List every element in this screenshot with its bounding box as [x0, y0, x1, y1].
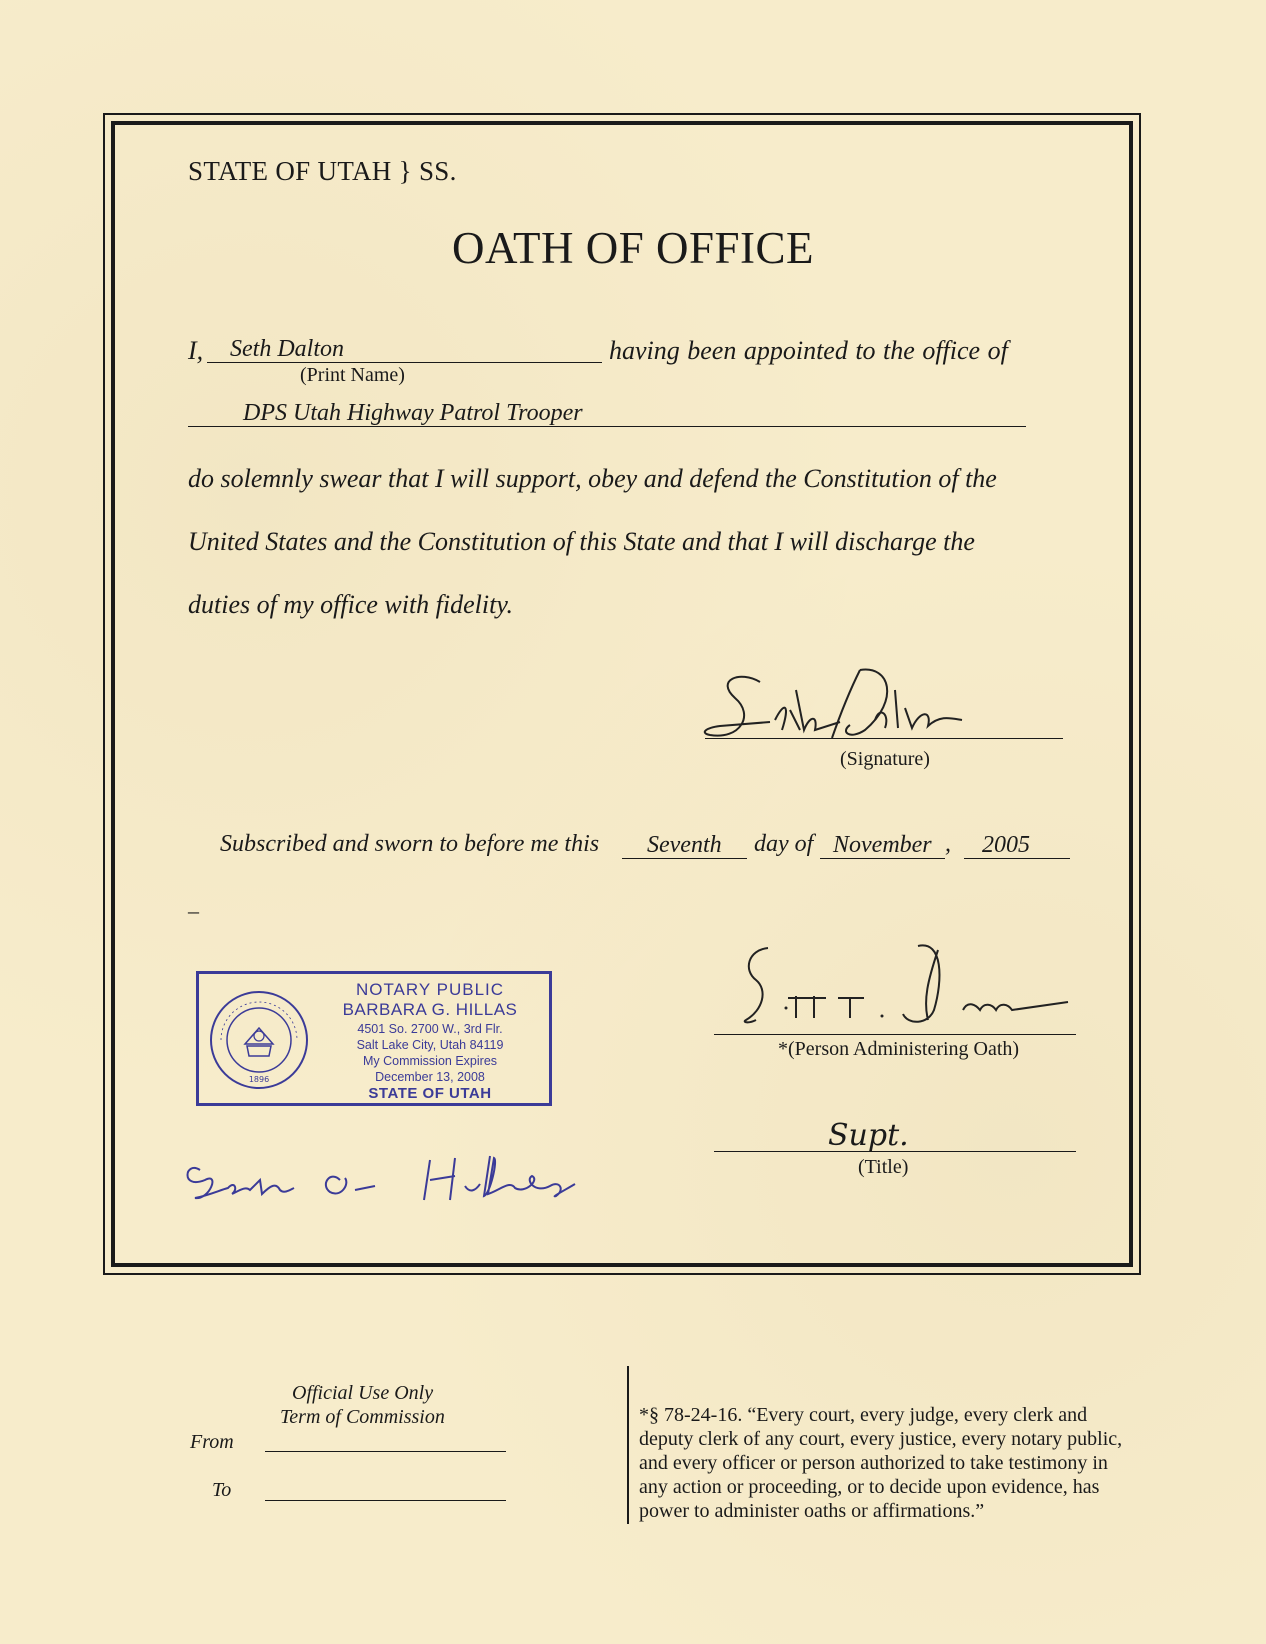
oath-taker-signature	[700, 660, 1000, 750]
signature-label: (Signature)	[840, 748, 930, 770]
statute-text: *§ 78-24-16. “Every court, every judge, every clerk and deputy clerk of any court, every justice, every notary public, and every officer or person authorized to take testimony in any action or proceeding, or to decide upon evidence, has power to administer oaths or affirmations.”	[639, 1404, 1123, 1522]
document-title: OATH OF OFFICE	[451, 223, 815, 273]
stamp-line-3: 4501 So. 2700 W., 3rd Flr.	[357, 1022, 503, 1036]
office-field-value: DPS Utah Highway Patrol Trooper	[243, 400, 583, 426]
official-use-heading: Official Use Only	[292, 1382, 434, 1404]
title-field-line	[714, 1151, 1076, 1152]
administrator-signature-line	[714, 1034, 1076, 1035]
print-name-label: (Print Name)	[300, 364, 405, 386]
state-seal-icon	[207, 988, 311, 1092]
day-field-value: Seventh	[647, 832, 722, 858]
stamp-line-2: BARBARA G. HILLAS	[342, 1000, 518, 1019]
seal-year: 1896	[248, 1075, 270, 1084]
stamp-line-4: Salt Lake City, Utah 84119	[356, 1038, 504, 1052]
stamp-line-5: My Commission Expires	[362, 1054, 498, 1068]
notary-signature	[180, 1150, 620, 1210]
state-venue: STATE OF UTAH } SS.	[188, 156, 457, 186]
stamp-line-6: December 13, 2008	[375, 1070, 485, 1084]
year-field-value: 2005	[982, 832, 1030, 858]
sworn-prefix: Subscribed and sworn to before me this	[220, 831, 600, 857]
oath-pronoun: I,	[188, 336, 204, 365]
to-label: To	[212, 1479, 232, 1501]
date-comma: ,	[945, 831, 951, 857]
title-field-value: Supt.	[828, 1118, 909, 1153]
title-label: (Title)	[858, 1156, 909, 1178]
oath-text-line-2: United States and the Constitution of this State and that I will discharge the	[188, 527, 975, 556]
administrator-signature	[738, 940, 1078, 1035]
day-of-text: day of	[754, 831, 814, 857]
appointed-text: having been appointed to the office of	[609, 336, 1008, 365]
oath-text-line-3: duties of my office with fidelity.	[188, 590, 513, 619]
from-field-line	[265, 1451, 506, 1452]
notary-stamp	[196, 971, 552, 1106]
month-field-value: November	[833, 832, 932, 858]
stamp-line-1: NOTARY PUBLIC	[355, 980, 505, 999]
to-field-line	[265, 1500, 506, 1501]
administrator-label: *(Person Administering Oath)	[778, 1038, 1020, 1060]
from-label: From	[190, 1431, 234, 1453]
oath-text-line-1: do solemnly swear that I will support, obey and defend the Constitution of the	[188, 464, 997, 493]
name-field-value: Seth Dalton	[230, 336, 344, 362]
term-heading: Term of Commission	[280, 1406, 445, 1428]
signature-line	[705, 738, 1063, 739]
dash-mark: –	[188, 898, 199, 923]
stamp-line-7: STATE OF UTAH	[368, 1085, 492, 1102]
footer-divider	[627, 1366, 629, 1524]
